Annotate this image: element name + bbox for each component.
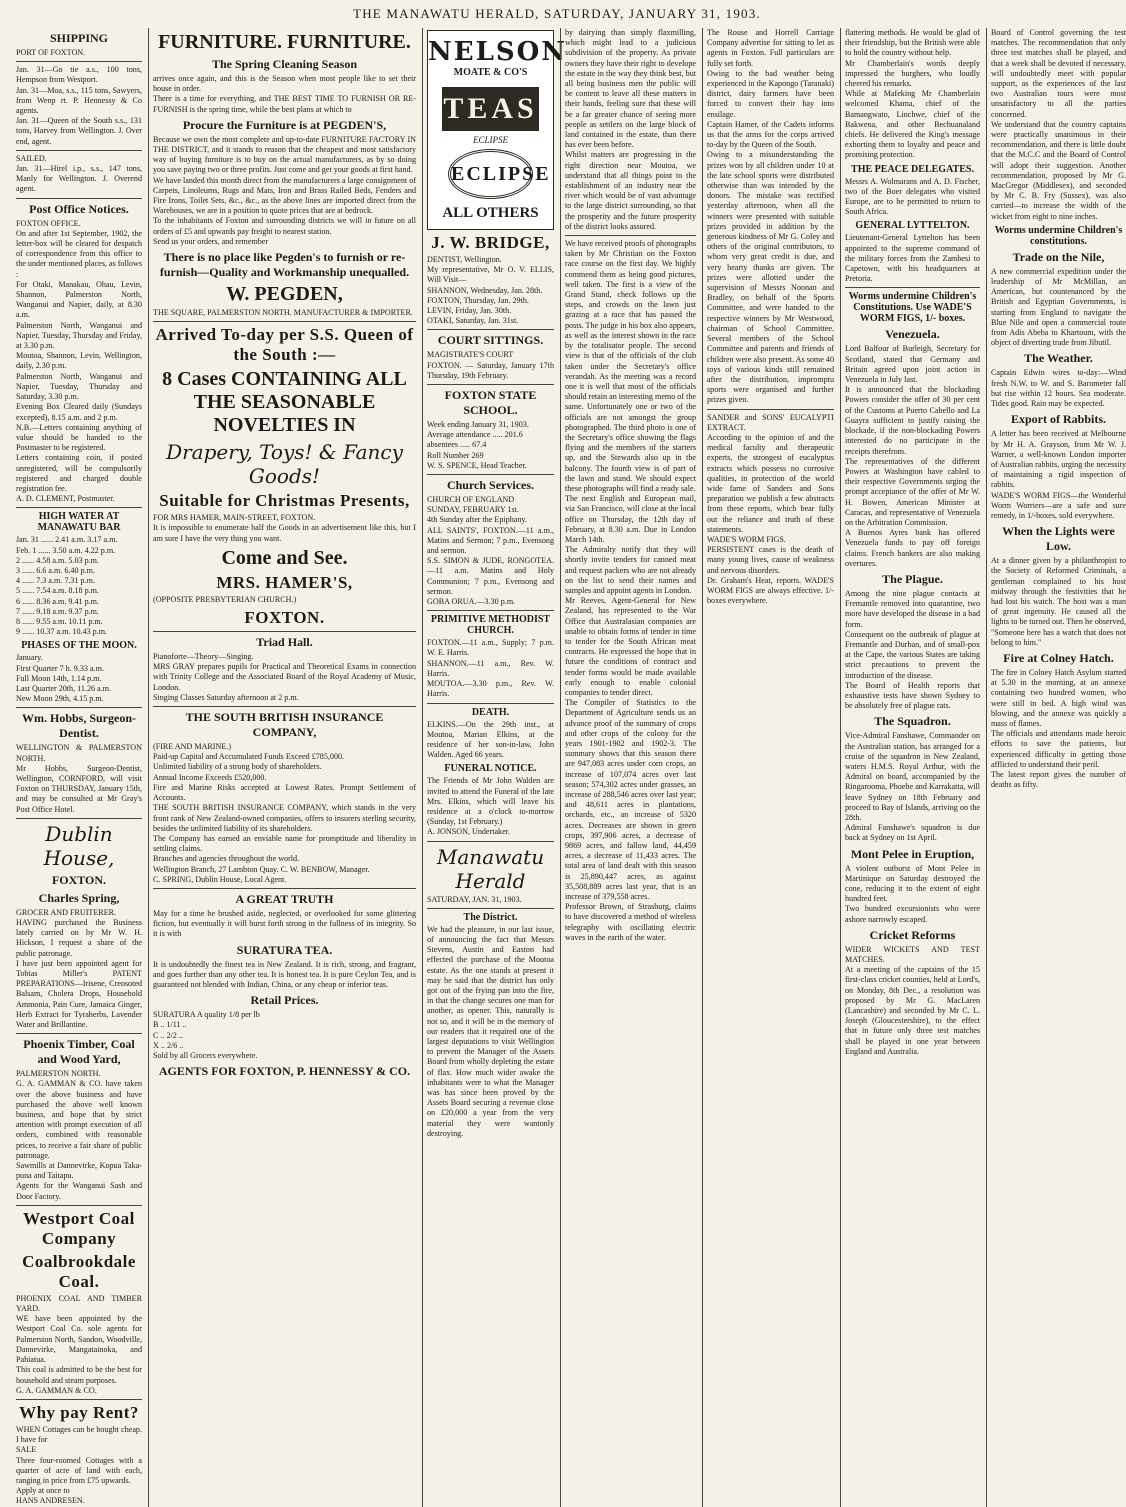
paragraph: Full Moon 14th, 1.14 p.m. xyxy=(16,673,102,683)
paragraph: It is impossible to enumerate half the Goods in an advertisement like this, but I am sure I have the very thing you want. xyxy=(153,523,416,543)
paragraph: PORT OF FOXTON. xyxy=(16,48,86,57)
paragraph: First Quarter 7 h. 9.33 a.m. xyxy=(16,663,104,673)
paragraph: Jan. 31—Go tie a.s., 100 tons, Hempson from Westport. xyxy=(16,65,142,85)
headline: FOXTON STATE SCHOOL. xyxy=(444,388,537,418)
headline: HIGH WATER AT MANAWATU BAR xyxy=(37,511,121,534)
paragraph: SATURDAY, JAN. 31, 1903. xyxy=(427,894,522,904)
paragraph: Last Quarter 20th, 11.26 a.m. xyxy=(16,683,112,693)
brand: NELSON xyxy=(428,37,568,67)
paragraph: Captain Hamer, of the Cadets informs us that the arms for the corps arrived to-day by the Queen of the South. xyxy=(707,119,834,150)
headline: Why pay Rent? xyxy=(19,1402,139,1422)
paragraph: A violent outburst of Mont Pelee in Martinique on Saturday destroyed the cone, reducing it to the extent of eight hundred feet. xyxy=(845,863,980,904)
paragraph: MOUTOA.—3.30 p.m., Rev. W. Harris. xyxy=(427,679,554,699)
paragraph: Feb. 1 ...... 3.50 a.m. 4.22 p.m. xyxy=(16,545,116,555)
headline: Manawatu Herald xyxy=(436,844,545,893)
headline: The District. xyxy=(463,911,518,923)
paragraph: Evening Box Cleared daily (Sundays excepted), 8.15 a.m. and 2 p.m. xyxy=(16,402,142,422)
headline: Mont Pelee in Eruption, xyxy=(850,846,975,861)
paragraph: WADE'S WORM FIGS. xyxy=(707,534,786,544)
tea-advertisement xyxy=(427,30,568,230)
paragraph: Fire and Marine Risks accepted at Lowest Rates. Prompt Settlement of Accounts. xyxy=(153,782,416,803)
column-rule xyxy=(16,198,142,199)
paragraph: THE SQUARE, PALMERSTON NORTH. MANUFACTURER & IMPORTER. xyxy=(153,308,413,318)
paragraph: The Rouse and Horrell Carriage Company advertise for sitting to let as agents in Foxton. Full particulars are fully set forth. xyxy=(707,28,834,68)
paragraph: We have landed this month direct from the manufacturers a large consignment of Carpets, Linoleums, Rugs and Mats, Iron and Brass Railed Beds, Fenders and Fire Irons, Toilet Sets, &c., &c., as the above lines are imported direct from the Warehouses, we are in a position to quote prices that are at bedrock. xyxy=(153,175,416,216)
paragraph: The Compiler of Statistics to the Department of Agriculture sends us an advance proof of the summary of crops and other crops of the colony for the years 1901-1902 and 1902-3. The summary shows that this season there are 947,083 acres under corn crops, an increase of 107,074 acres over last season; 574,302 acres under grasses, an increase of 288,546 acres over last year; and 48,611 acres in plantations, orchards, etc., an increase of 5320 acres. Decreases are shown in green crops, 397,906 acres, a decrease of 9869 acres, and fallow land, 44,459 acres, a decrease of 11,433 acres. The total area of land dealt with this season is 25,890,447 acres, as against 35,508,889 acres last year, that is an increase of 379,558 acres. xyxy=(565,698,696,902)
headline: Venezuela. xyxy=(885,327,940,342)
paragraph: The Company has earned an enviable name for promptitude and liberality in settling claims. xyxy=(153,833,416,854)
paragraph: We have received proofs of photographs taken by Mr Christian on the Foxton race course on the first day. We highly commend them as being good pictures, well taken. The first is a view of the Grand Stand, check follows up the steps, and crowds on the lawn just grazing at a race that has passed the posts. The judge in his box also appears, as well as the interest shown in the race by the totalisator people. The second view is that of the officials of the club taken under the Secretary's office verandah. As the meeting was a record one it is well that most of the officials should retain an interesting memo of the same. Unfortunately one or two of the officials are not amongst the group photographed. The third photo is one of the Secretary's office showing the flags flying and the members of the starters up, and the Stewards also up in the balcony. The fourth view is of part of the lawn and stand. We should expect these photographs will find a ready sale. xyxy=(565,239,696,493)
paragraph: Singing Classes Saturday afternoon at 2 p.m. xyxy=(153,692,299,702)
headline: Suitable for Christmas Presents, xyxy=(159,491,410,511)
headline: PHASES OF THE MOON. xyxy=(21,640,137,652)
paragraph: WELLINGTON & PALMERSTON NORTH. xyxy=(16,743,142,763)
paragraph: SUNDAY, FEBRUARY 1st. xyxy=(427,505,519,515)
paragraph: Jan. 31 ...... 2.41 a.m. 3.17 a.m. xyxy=(16,535,118,545)
headline: Procure the Furniture is at PEGDEN'S, xyxy=(182,117,387,132)
paragraph: Two hundred excursionists who were ashore narrowly escaped. xyxy=(845,904,980,924)
paragraph: Send us your orders, and remember xyxy=(153,236,269,246)
paragraph: Sawmills at Dannevirke, Kopua Taka-puna and Taitapu. xyxy=(16,1161,142,1181)
columns xyxy=(12,28,1126,1506)
headline: FURNITURE. FURNITURE. xyxy=(158,31,411,53)
headline: FOXTON. xyxy=(244,608,325,628)
paragraph: Dr. Graham's Heat, reports. WADE'S WORM FIGS are always effective. 1/- boxes everywhere. xyxy=(707,575,834,606)
headline: When the Lights were Low. xyxy=(1002,524,1115,554)
paragraph: by dairying than simply flaxmilling, which might lead to a judicious subdivision of the property. As private owners they have their right to develope the estate in the way they think best, but all being business men the public will be content to leave all these matters in their hands, feeling sure that these will be a far greater chance of seeing more people as settlers on the large block of land contained in the estate, than there has ever been before. xyxy=(565,28,696,150)
headline: THE PEACE DELEGATES. xyxy=(851,163,974,175)
headline: W. PEGDEN, xyxy=(226,283,343,306)
paragraph: The officials and attendants made heroic efforts to save the patients, but experienced difficulty in getting those afflicted to understand their peril. xyxy=(991,729,1126,769)
paragraph: PALMERSTON NORTH. xyxy=(16,1069,101,1079)
headline: Drapery, Toys! & Fancy Goods! xyxy=(166,440,403,489)
paragraph: (FIRE AND MARINE.) xyxy=(153,742,232,752)
column-3 xyxy=(422,28,568,1507)
column-rule xyxy=(427,703,554,704)
column-2 xyxy=(148,28,416,1507)
teas-banner: TEAS xyxy=(442,87,539,131)
column-rule xyxy=(16,818,142,819)
headline: The Plague. xyxy=(882,571,943,586)
paragraph: At a dinner given by a philanthropist to the Society of Reformed Criminals, a gentleman complained to his host midway through the festivities that he had lost his watch. The host was a man of great ingenuity. He caused all the lights to be turned out. Then he observed, "Someone here has a watch that does not belong to him." xyxy=(991,556,1126,647)
paragraph: SALE xyxy=(16,1445,37,1455)
paragraph: (OPPOSITE PRESBYTERIAN CHURCH.) xyxy=(153,594,297,604)
paragraph: 5 ...... 7.54 a.m. 8.18 p.m. xyxy=(16,586,99,596)
paragraph: B .. 1/11 .. xyxy=(153,1020,187,1030)
paragraph: We understand that the country captains were practically unanimous in their recommendation, and there is little doubt that the M.C.C and the Board of Control will adopt their suggestion. Another recommendation, proposed by Mr G. MacGregor (Middlesex), and seconded by Mr C. B. Fry (Sussex), was also carried—to increase the width of the wicket from eight to nine inches. xyxy=(991,119,1126,221)
headline: FOXTON. xyxy=(51,872,107,887)
paragraph: arrives once again, and this is the Season when most people like to set their house in order. xyxy=(153,74,416,94)
paragraph: W. S. SPENCE, Head Teacher. xyxy=(427,460,527,470)
headline: Coalbrookdale Coal. xyxy=(22,1251,136,1291)
paragraph: On and after 1st September, 1902, the letter-box will be cleared for despatch of correspondence from this office to the under mentioned places, as follows : xyxy=(16,228,142,279)
paragraph: FOXTON OFFICE. xyxy=(16,218,81,228)
column-rule xyxy=(427,474,554,475)
headline: Fire at Colney Hatch. xyxy=(1003,650,1114,665)
headline: Worms undermine Children's constitutions. xyxy=(994,224,1123,247)
paragraph: We had the pleasure, in our last issue, of announcing the fact that Messrs Stevens, Austin and Easton had effected the purchase of the Moutoa estate. As the one stands at present it may be said that the district has only got out of the frying pan into the fire, in that the change secures one man for another, as opener. This, naturally is not so, and it will be in the memory of our readers that it required one of the largest deputations to visit Wellington to prevent the Manager of the Assets Board from wholly depleting the estate of flax. How much wider awake the inhabitants were to what the Manager was has since been proved by the Assets Board securing a revenue close on £20,000 a year from the very material they were wantonly destroying. xyxy=(427,924,554,1138)
column-rule xyxy=(16,1399,142,1400)
paragraph: Three four-roomed Cottages with a quarter of acre of land with each, ranging in price from £75 upwards. xyxy=(16,1455,142,1485)
headline: Worms undermine Children's Constitutions. Use WADE'S WORM FIGS, 1/- boxes. xyxy=(848,291,977,325)
paragraph: Unlimited liability of a strong body of shareholders. xyxy=(153,762,322,772)
paragraph: Annual Income Exceeds £520,000. xyxy=(153,772,267,782)
headline: Phoenix Timber, Coal and Wood Yard, xyxy=(23,1037,135,1067)
headline: Come and See. xyxy=(221,546,348,569)
headline: J. W. BRIDGE, xyxy=(431,233,550,252)
headline: Export of Rabbits. xyxy=(1010,412,1106,427)
eclipse-oval: ECLIPSE xyxy=(448,149,533,199)
paragraph: Agents for the Wanganui Sash and Door Factory. xyxy=(16,1181,142,1201)
paragraph: ELKINS.—On the 29th inst., at Moutoa, Marian Elkins, at the residence of her son-in-law, John Walden. Aged 66 years. xyxy=(427,719,554,760)
paragraph: MRS GRAY prepares pupils for Practical and Theoretical Exams in connection with Trinity College and the Associated Board of the Royal Academy of Music, London. xyxy=(153,662,416,692)
paragraph: S.S. SIMON & JUDE, RONGOTEA.—11 a.m. Matins and Holy Communion; 7 p.m., Evensong and sermon. xyxy=(427,556,554,596)
column-rule xyxy=(16,150,142,151)
paragraph: Pianoforte—Theory—Singing. xyxy=(153,652,254,662)
column-rule xyxy=(427,610,554,611)
paragraph: Whilst matters are progressing in the right direction near Moutoa, we understand that all things point to the establishment of an industry near the river which would be of vast advantage to the large district surrounding, so that the prosperity and the future prosperity of the district looks assured. xyxy=(565,150,696,231)
paragraph: FOXTON, Thursday, Jan. 29th. xyxy=(427,295,529,305)
paragraph: It is undoubtedly the finest tea in New Zealand. It is rich, strong, and fragrant, and goes further than any other tea. It is honest tea. It is pure Ceylon Tea, and is guaranteed not blended with Indian, China, or any cheap or inferior teas. xyxy=(153,959,416,989)
headline: MRS. HAMER'S, xyxy=(216,572,353,592)
paragraph: Professor Brown, of Strasburg, claims to have discovered a method of wireless telegraphy with oscillating electric waves in the earth of the water. xyxy=(565,902,696,942)
paragraph: Sold by all Grocers everywhere. xyxy=(153,1050,258,1060)
paragraph: Messrs A. Wolmarans and A. D. Fischer, two of the Boer delegates who visited Europe, are to be permitted to return to South Africa. xyxy=(845,176,980,217)
headline: SURATURA TEA. xyxy=(236,942,333,957)
headline: Arrived To-day per S.S. Queen of the South :— xyxy=(155,325,414,365)
paragraph: FOXTON. — Saturday, January 17th Thursday, 19th February. xyxy=(427,360,554,380)
paragraph: Apply at once to xyxy=(16,1486,70,1496)
paragraph: HANS ANDRESEN. xyxy=(16,1496,85,1506)
paragraph: 4 ...... 7.3 a.m. 7.31 p.m. xyxy=(16,576,95,586)
paragraph: OTAKI, Saturday, Jan. 31st. xyxy=(427,316,519,326)
paragraph: LEVIN, Friday, Jan. 30th. xyxy=(427,306,512,316)
paragraph: Jan. 31—Moa, s.s., 115 tons, Sawyers, from Wenp rt. P. Hennessy & Co agents. xyxy=(16,85,142,116)
paragraph: May for a time be brushed aside, neglected, or overlooked for some glittering fiction, but eventually it will burst forth strong in the fullness of its integrity. So it is with xyxy=(153,908,416,939)
paragraph: 4th Sunday after the Epiphany. xyxy=(427,515,527,525)
headline: Wm. Hobbs, Surgeon-Dentist. xyxy=(21,711,137,741)
paragraph: It is announced that the blockading Powers consider the offer of 30 per cent of the Customs at Puerto Cabello and La Guayra sufficient to justify raising the blockade, if the non-blockading Powers interested do no participate in the receipts therefrom. xyxy=(845,385,980,456)
paragraph: flattering methods. He would be glad of their friendship, but the British were able to hold the country without help. xyxy=(845,28,980,58)
paragraph: The representatives of the different Powers at Washington have cabled to their respective Governments urging the prompt acceptance of the offer of Mr W. H. Bowen, American Minister at Caracas, and representative of Venezuela on the Arbitration Commission. xyxy=(845,456,980,527)
headline: Triad Hall. xyxy=(256,635,313,650)
paragraph: SANDER and SONS' EUCALYPTI EXTRACT. xyxy=(707,412,834,432)
headline: Post Office Notices. xyxy=(29,201,129,216)
paragraph: The latest report gives the number of deaths as fifty. xyxy=(991,769,1126,790)
headline: DEATH. xyxy=(471,706,510,718)
headline: Retail Prices. xyxy=(250,993,319,1008)
paragraph: 9 ...... 10.37 a.m. 10.43 p.m. xyxy=(16,627,108,637)
paragraph: New Moon 29th, 4.15 p.m. xyxy=(16,694,104,704)
paragraph: C .. 2/2 .. xyxy=(153,1030,183,1040)
paragraph: Jan. 31—Hirel i.p., s.s., 147 tons, Manly for Wellington. J. Overend agent. xyxy=(16,164,142,194)
paragraph: Letters containing coin, if posted unregistered, will be compulsorily registered and charged double registration fee. xyxy=(16,453,142,493)
column-rule xyxy=(153,321,416,322)
headline: The Spring Cleaning Season xyxy=(211,57,358,71)
headline: Dublin House, xyxy=(43,821,115,870)
paragraph: Jan. 31—Queen of the South s.s., 131 tons, Harvey from Wellington. J. Over end, agent. xyxy=(16,116,142,146)
paragraph: 2 ...... 4.58 a.m. 5.03 p.m. xyxy=(16,555,99,565)
column-rule xyxy=(16,507,142,508)
paragraph: January. xyxy=(16,653,43,663)
headline: Cricket Reforms xyxy=(869,927,956,942)
paragraph: Owing to the bad weather being experienced in the Kapongo (Taranaki) district, dairy farmers have been forced to convert their hay into ensilage. xyxy=(707,68,834,119)
paragraph: WIDER WICKETS AND TEST MATCHES. xyxy=(845,944,980,965)
maker-label: MOATE & CO'S xyxy=(453,67,528,78)
masthead: THE MANAWATU HERALD, SATURDAY, JANUARY 31, 1903. xyxy=(353,6,761,21)
paragraph: A. JONSON, Undertaker. xyxy=(427,827,510,837)
paragraph: My representative, Mr O. V. ELLIS, Will Visit— xyxy=(427,265,554,285)
paragraph: The fire in Colney Hatch Asylum started at 5.30 in the morning, at an annexe containing two hundred women, who were still in bed. A high wind was blowing, and the annexe was quickly a mass of flames. xyxy=(991,667,1126,728)
paragraph: The Friends of Mr John Walden are invited to attend the Funeral of the late Mrs. Elkins, which will leave his residence at a o'clock to-morrow (Sunday, 1st February.) xyxy=(427,776,554,827)
paragraph: CHURCH OF ENGLAND xyxy=(427,495,515,505)
headline: THE SOUTH BRITISH INSURANCE COMPANY, xyxy=(185,710,384,740)
paragraph: Owing to a misunderstanding the prizes won by all children under 10 at the late school sports were distributed otherwise than was intended by the donors. The mistake was rectified yesterday afternoon, when all the winners were presented with suitable prizes provided in addition by the generous kindness of Mr G. Coley and others of the original contributors, to whom very great credit is due, and very hearty thanks are given. The prizes were allotted under the supervision of Messrs Noonan and Bradley, on behalf of the Sports Committee, and were handed to the respective winners by Mr Westwood, chairman of School Committee. Several members of the School Committee and parents and friends of children were also present. As some 40 toys of various kinds still remained after the distribution, impromptu sports were organised and further prizes given. xyxy=(707,150,834,405)
paragraph: PHOENIX COAL AND TIMBER YARD. xyxy=(16,1293,142,1314)
paragraph: PERSISTENT cases is the death of many young lives, cause of weakness and nervous disorders. xyxy=(707,545,834,575)
paragraph: I have just been appointed agent for Tobias Miller's PATENT PREPARATIONS—Irisene, Creosoted Balsam, Cholera Drops, Household Ammonia, Pain Cure, Jamaica Ginger, Herb Extract for Tyraherbs, Lavender Water and Brillantine. xyxy=(16,958,142,1030)
paragraph: Consequent on the outbreak of plague at Fremantle and Durban, and of small-pox at the Cape, the various States are taking strict precautions to prevent the introduction of the disease. xyxy=(845,629,980,680)
headline: Church Services. xyxy=(446,478,535,493)
column-rule xyxy=(565,235,696,236)
paragraph: SHANNON, Wednesday, Jan. 28th. xyxy=(427,285,543,295)
headline: GENERAL LYTTELTON. xyxy=(855,220,970,232)
column-rule xyxy=(16,707,142,708)
headline: Westport Coal Company xyxy=(23,1208,135,1248)
paragraph: The next English and European mail, via San Francisco, will close at the local office on Thursday, the 12th day of February, at 8.30 a.m. Due in London March 14th. xyxy=(565,494,696,544)
paragraph: Branches and agencies throughout the world. xyxy=(153,854,300,864)
paragraph: 3 ...... 6.6 a.m. 6.40 p.m. xyxy=(16,565,95,575)
paragraph: According to the opinion of and the medical faculty and therapeutic experts, the strongest of eucalyptus extracts which possess no corrosive qualities, in protection of the world wide fame of Sanders and Sons preparation we publish a few abstracts from these reports, which bear fully out the reliance and truth of these statements. xyxy=(707,432,834,534)
paragraph: Mr Hobbs, Surgeon-Dentist, Wellington, CORNFORD, will visit Foxton on THURSDAY, January 15th, and may be consulted at Mr Gray's Post Office Hotel. xyxy=(16,763,142,814)
paragraph: Vice-Admiral Fanshawe, Commander on the Australian station, has arranged for a cruise of the squadron in New Zealand, waters H.M.S. Royal Arthur, with the Admiral on board, accompanied by the Ringarooma, Phoebe and Karrakatta, will leave Sydney on 18th February and proceed to Bay of Islands, arriving on the 28th. xyxy=(845,731,980,822)
column-rule xyxy=(153,631,416,632)
paragraph: MAGISTRATE'S COURT xyxy=(427,350,514,360)
paragraph: DENTIST, Wellington. xyxy=(427,255,502,264)
headline: The Weather. xyxy=(1024,351,1093,366)
paragraph: SURATURA A quality 1/8 per lb xyxy=(153,1010,260,1020)
paragraph: X .. 2/6 .. xyxy=(153,1040,184,1050)
column-rule xyxy=(427,329,554,330)
paragraph: GOBA ORUA.—3.30 p.m. xyxy=(427,597,516,607)
paragraph: Admiral Fanshawe's squadron is due back at Sydney on 1st April. xyxy=(845,823,980,843)
column-rule xyxy=(845,287,980,288)
headline: Charles Spring, xyxy=(38,890,120,905)
paragraph: WADE'S WORM FIGS—the Wonderful Worm Worriers—are a safe and sure remedy, in 1/-boxes, sold everywhere. xyxy=(991,490,1126,520)
paragraph: Captain Edwin wires to-day:—Wind fresh N.W. to W. and S. Barometer fall but rise within 12 hours. Sea moderate. Tides good. Rain may be expected. xyxy=(991,368,1126,409)
headline: The Squadron. xyxy=(874,714,951,729)
paragraph: For Otaki, Manakau, Ohau, Levin, Shannon, Palmerston North, Wanganui and Napier, daily, at 8.30 a.m. xyxy=(16,279,142,320)
column-7 xyxy=(986,28,1126,1507)
paragraph: FOXTON.—11 a.m., Supply; 7 p.m. W. E. Harris. xyxy=(427,638,554,658)
paragraph: While at Mafeking Mr Chamberlain welcomed Khama, chief of the Bamangwato, Linchwe, chief of the Bakwena, and other Bechuanaland chiefs. He delivered the King's message exhorting them to loyalty and peace and promising protection. xyxy=(845,89,980,160)
paragraph: A Buenos Ayres bank has offered Venezuela funds to pay off foreign claims. French bankers are also making overtures. xyxy=(845,528,980,568)
paragraph: A new commercial expedition under the leadership of Mr McMillan, an American, but countenanced by the British and Egyptian Governments, is starting from England to navigate the Blue Nile and open a commercial route from Adis Abeba to Khartoum, with the object of diverting trade from Jibutil. xyxy=(991,266,1126,348)
paragraph: WE have been appointed by the Westport Coal Co. sole agents for Palmerston North, Sandon, Woodville, Dannevirke, Mangatainoka, and Pahiatua. xyxy=(16,1314,142,1365)
paragraph: Because we own the most complete and up-to-date FURNITURE FACTORY IN THE DISTRICT, and it stands to reason that the cheapest and most satisfactory way of buying furniture is to buy on the actual manufacturers, as by so doing you save paying two or three profits. Just come and get your goods at first hand. xyxy=(153,134,416,175)
paragraph: Week ending January 31, 1903. xyxy=(427,420,529,430)
tagline: ECLIPSE xyxy=(473,135,508,145)
paragraph: The Board of Health reports that exhaustive tests have shown Sydney to be absolutely free of plague rats. xyxy=(845,680,980,711)
paragraph: At a meeting of the captains of the 15 first-class cricket counties, held at Lord's, on Monday, 8th Dec., a resolution was proposed by Mr G. MacLaren (Lancashire) and seconded by Mr C. L. Joseph (Gloucestershire), to the effect that in future only three test matches shall be played in one year between England and Australia. xyxy=(845,965,980,1056)
column-5 xyxy=(702,28,834,1507)
headline: FUNERAL NOTICE. xyxy=(444,763,537,775)
paragraph: FOR MRS HAMER, MAIN-STREET, FOXTON. xyxy=(153,513,316,523)
paragraph: N.B.—Letters containing anything of value should be handed to the Postmaster to be registered. xyxy=(16,422,142,453)
paragraph: 8 ...... 9.55 a.m. 10.11 p.m. xyxy=(16,616,103,626)
paragraph: Lieutenant-General Lyttelton has been appointed to the supreme command of the military forces from the Zambesi to Capetown, with his headquarters at Pretoria. xyxy=(845,233,980,284)
column-rule xyxy=(16,61,142,62)
headline: PRIMITIVE METHODIST CHURCH. xyxy=(430,614,551,637)
paragraph: C. SPRING, Dublin House, Local Agent. xyxy=(153,874,287,884)
paragraph: Average attendance ..... 201.6 xyxy=(427,430,523,440)
paragraph: WHEN Cottages can be bought cheap. I have for xyxy=(16,1424,142,1445)
column-rule xyxy=(707,409,834,410)
column-rule xyxy=(153,706,416,707)
headline: AGENTS FOR FOXTON, P. HENNESSY & CO. xyxy=(158,1064,411,1079)
column-1 xyxy=(12,28,142,1507)
paragraph: SHANNON.—11 a.m., Rev. W. Harris. xyxy=(427,658,554,678)
paragraph: SAILED. xyxy=(16,153,47,163)
paragraph: absentees ..... 67.4 xyxy=(427,440,487,450)
paragraph: Board of Control governing the test matches. The recommendation that only three test matches shall be played, and that a week shall be devoted if necessary, will undoubtedly meet with popular support, as the experiences of the last two Australian tours were most unsatisfactory to all the parties concerned. xyxy=(991,28,1126,119)
column-rule xyxy=(16,1033,142,1034)
headline: Trade on the Nile, xyxy=(1012,249,1105,264)
paragraph: Lord Balfour of Burleigh, Secretary for Scotland, stated that Germany and Britain agreed upon joint action in Venezuela in July last. xyxy=(845,344,980,385)
paragraph: A letter has been received at Melbourne by Mr H. A. Grayson, from Mr W. J. Warner, a well-known London importer of Australian rabbits, urging the necessity of maintaining a rigid inspection of rabbits. xyxy=(991,429,1126,490)
headline: A GREAT TRUTH xyxy=(235,891,334,906)
paragraph: To the inhabitants of Foxton and surrounding districts we will in future on all orders of £5 and upwards pay freight to nearest station. xyxy=(153,216,416,236)
paragraph: Moutoa, Shannon, Levin, Wellington, daily, 2.30 p.m. xyxy=(16,351,142,371)
paragraph: 7 ...... 9.18 a.m. 9.37 p.m. xyxy=(16,606,99,616)
column-6 xyxy=(840,28,980,1507)
paragraph: G. A. GAMMAN & CO. xyxy=(16,1385,97,1395)
column-rule xyxy=(427,841,554,842)
headline: 8 Cases CONTAINING ALL THE SEASONABLE NOVELTIES IN xyxy=(162,368,407,437)
paragraph: Paid-up Capital and Accumulated Funds Exceed £785,000. xyxy=(153,752,345,762)
all-others-label: ALL OTHERS xyxy=(442,205,539,221)
paragraph: Wellington Branch, 27 Lambton Quay. C. W. BENBOW, Manager. xyxy=(153,864,370,874)
paragraph: The Admiralty notify that they will shortly invite tenders for canned meat and request packers who are not already on the list to send their names and samples and appoint agents in London. xyxy=(565,545,696,595)
paragraph: Palmerston North, Wanganui and Napier, Tuesday, Thursday and Friday, at 3.30 p.m. xyxy=(16,320,142,351)
paragraph: Among the nine plague contacts at Fremantle removed into quarantine, two more have developed the disease in a bad form. xyxy=(845,588,980,629)
paragraph: THE SOUTH BRITISH INSURANCE COMPANY, which stands in the very front rank of New Zealand-owned companies, offers to insurers sterling security, besides the unlimited liability of its shareholders. xyxy=(153,803,416,833)
paragraph: G. A. GAMMAN & CO. have taken over the above business and have purchased the above well known business, and hope that by strict attention with prompt execution of all orders, combined with reasonable prices, to receive a fair share of public patronage. xyxy=(16,1079,142,1160)
column-rule xyxy=(16,1205,142,1206)
paragraph: Palmerston North, Wanganui and Napier, Tuesday, Thursday and Saturday, 3.30 p.m. xyxy=(16,371,142,402)
headline: There is no place like Pegden's to furnish or re-furnish—Quality and Workmanship unequalled. xyxy=(159,250,410,280)
paragraph: This coal is admitted to be the best for household and steam purposes. xyxy=(16,1365,142,1385)
paragraph: There is a time for everything, and THE BEST TIME TO FURNISH OR RE-FURNISH is the spring time, while the best plans at which to xyxy=(153,94,416,114)
paragraph: 6 ...... 8.36 a.m. 9.41 p.m. xyxy=(16,596,99,606)
paragraph: Mr Reeves, Agent-General for New Zealand, has represented to the War Office that Australasian companies are unable to obtain forms of tender in time to tender for the South African meat contracts. He expressed the hope that in future the conditions of contract and tender forms would be made available early enough to enable colonial companies to tender direct. xyxy=(565,596,696,697)
paragraph: Roll Number 269 xyxy=(427,450,484,460)
headline: COURT SITTINGS. xyxy=(437,333,544,348)
column-rule xyxy=(427,908,554,909)
column-4 xyxy=(560,28,696,1507)
paragraph: GROCER AND FRUITERER. xyxy=(16,907,117,917)
paragraph: Mr Chamberlain's words deeply impressed the burghers, who loudly cheered his remarks. xyxy=(845,58,980,89)
column-rule xyxy=(153,888,416,889)
paragraph: ALL SAINTS', FOXTON.—11 a.m., Matins and Sermon; 7 p.m., Evensong and sermon. xyxy=(427,525,554,556)
column-rule xyxy=(427,384,554,385)
paragraph: A. D. CLEMENT, Postmaster. xyxy=(16,494,115,504)
paragraph: HAVING purchased the Business lately carried on by Mr W. H. Hickson, I request a share of the public patronage. xyxy=(16,918,142,958)
headline: SHIPPING xyxy=(49,31,108,45)
